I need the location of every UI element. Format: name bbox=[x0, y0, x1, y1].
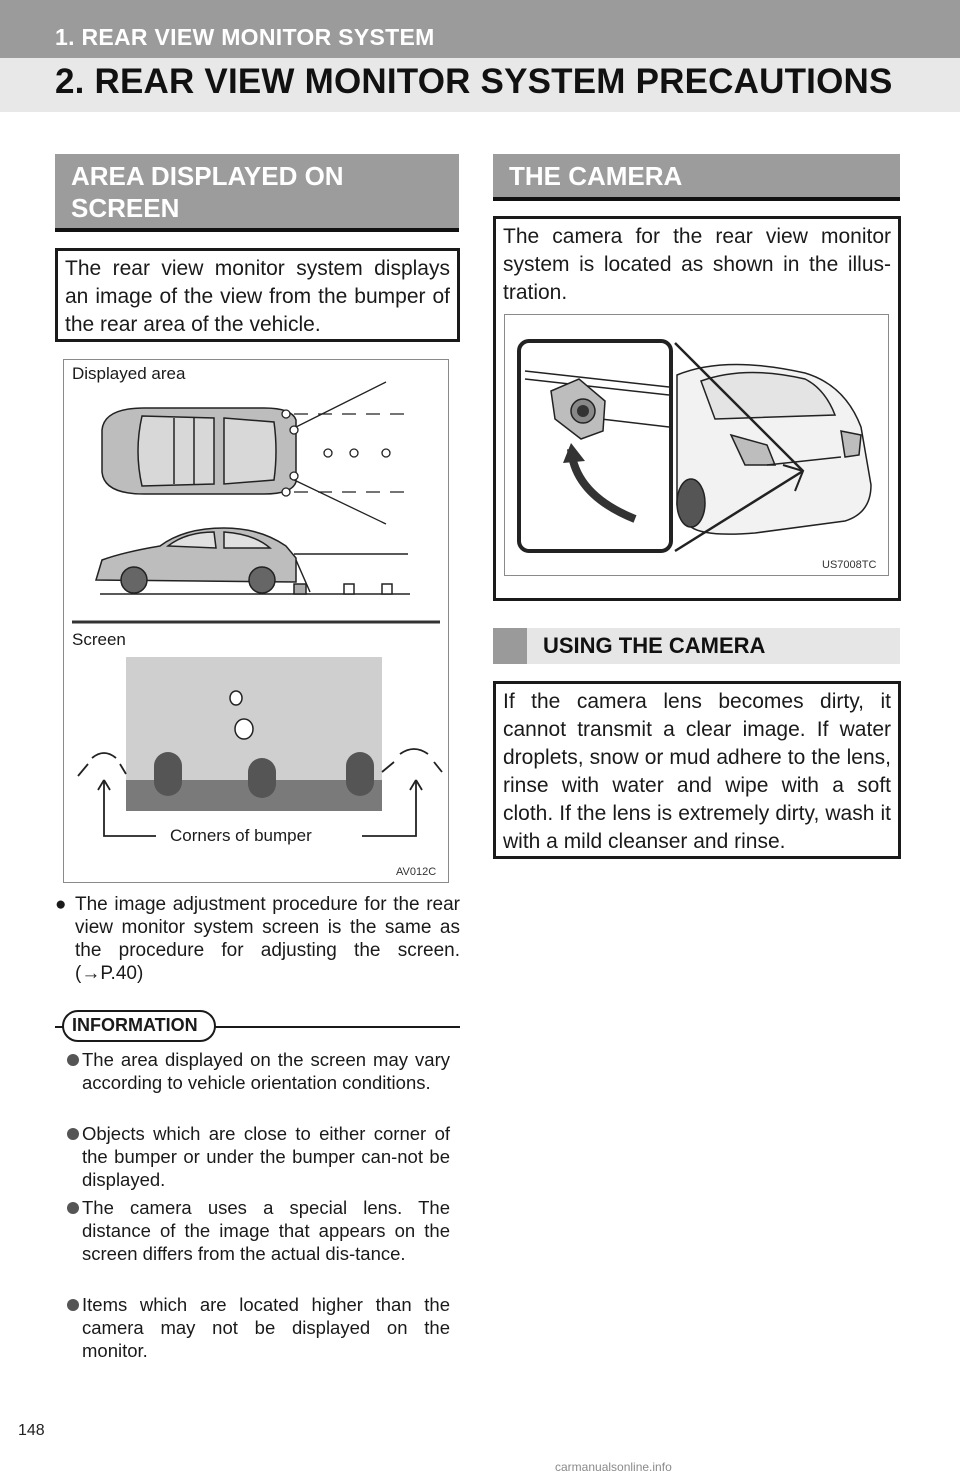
info-item-text: Objects which are close to either corner of the bumper or under the bumper can-not be displayed. bbox=[82, 1123, 450, 1190]
screen-representation bbox=[126, 657, 382, 811]
information-badge: INFORMATION bbox=[62, 1010, 216, 1042]
label-corners-of-bumper: Corners of bumper bbox=[170, 826, 312, 845]
label-screen: Screen bbox=[72, 630, 126, 649]
area-intro-box bbox=[55, 248, 460, 342]
info-item-text: The camera uses a special lens. The distance of the image that appears on the screen differs from the actual dis-tance. bbox=[82, 1197, 450, 1264]
camera-location-text: The camera for the rear view monitor system is located as shown in the illus-tration. bbox=[503, 225, 891, 304]
car-side-view bbox=[96, 528, 410, 594]
using-the-camera-heading-text: USING THE CAMERA bbox=[543, 633, 766, 658]
info-bullet-icon bbox=[67, 1202, 79, 1214]
page-title: 2. REAR VIEW MONITOR SYSTEM PRECAUTIONS bbox=[55, 62, 893, 101]
car-top-view bbox=[102, 408, 296, 494]
area-displayed-heading-line1: AREA DISPLAYED ON bbox=[71, 161, 344, 191]
using-camera-text: If the camera lens becomes dirty, it cannot transmit a clear image. If water droplets, snow or mud adhere to the lens, rinse with water and wipe with a soft cloth. If the lens is extremely dirty, wash it with a mild cleanser and rinse. bbox=[503, 690, 891, 853]
camera-location-figure bbox=[504, 314, 889, 576]
the-camera-heading: THE CAMERA bbox=[493, 154, 900, 201]
label-displayed-area: Displayed area bbox=[72, 364, 186, 383]
watermark: carmanualsonline.info bbox=[555, 1460, 672, 1474]
info-item-text: Items which are located higher than the camera may not be displayed on the monitor. bbox=[82, 1294, 450, 1361]
using-camera-box bbox=[493, 681, 901, 859]
bullet-dot-icon: ● bbox=[55, 894, 67, 915]
info-item-3 bbox=[67, 1196, 450, 1265]
info-item-1 bbox=[67, 1048, 450, 1094]
area-displayed-heading bbox=[55, 154, 459, 232]
page-number: 148 bbox=[18, 1422, 45, 1439]
heading-square-icon bbox=[493, 628, 527, 664]
info-item-4 bbox=[67, 1293, 450, 1362]
figure-code-av012c: AV012C bbox=[396, 866, 437, 878]
car-rear-view bbox=[677, 364, 871, 534]
section-label: 1. REAR VIEW MONITOR SYSTEM bbox=[55, 24, 435, 50]
info-bullet-icon bbox=[67, 1054, 79, 1066]
displayed-area-figure bbox=[63, 359, 449, 883]
info-item-2 bbox=[67, 1122, 450, 1191]
displayed-area-lines bbox=[282, 382, 410, 524]
info-bullet-icon bbox=[67, 1299, 79, 1311]
info-item-text: The area displayed on the screen may vary according to vehicle orientation conditions. bbox=[82, 1049, 450, 1093]
image-adjustment-note bbox=[55, 893, 460, 985]
image-adjustment-text: The image adjustment procedure for the rear view monitor system screen is the same as the procedure for adjusting the screen. (→P.40) bbox=[75, 894, 460, 984]
area-intro-text: The rear view monitor system displays an image of the view from the bumper of the rear area of the vehicle. bbox=[65, 257, 450, 336]
displayed-area-illustration bbox=[64, 360, 450, 884]
camera-location-illustration bbox=[505, 315, 890, 577]
figure-code-us7008tc: US7008TC bbox=[822, 559, 877, 571]
info-bullet-icon bbox=[67, 1128, 79, 1140]
area-displayed-heading-line2: SCREEN bbox=[71, 193, 180, 223]
using-the-camera-heading bbox=[493, 628, 900, 664]
camera-zoom-inset bbox=[519, 341, 671, 551]
